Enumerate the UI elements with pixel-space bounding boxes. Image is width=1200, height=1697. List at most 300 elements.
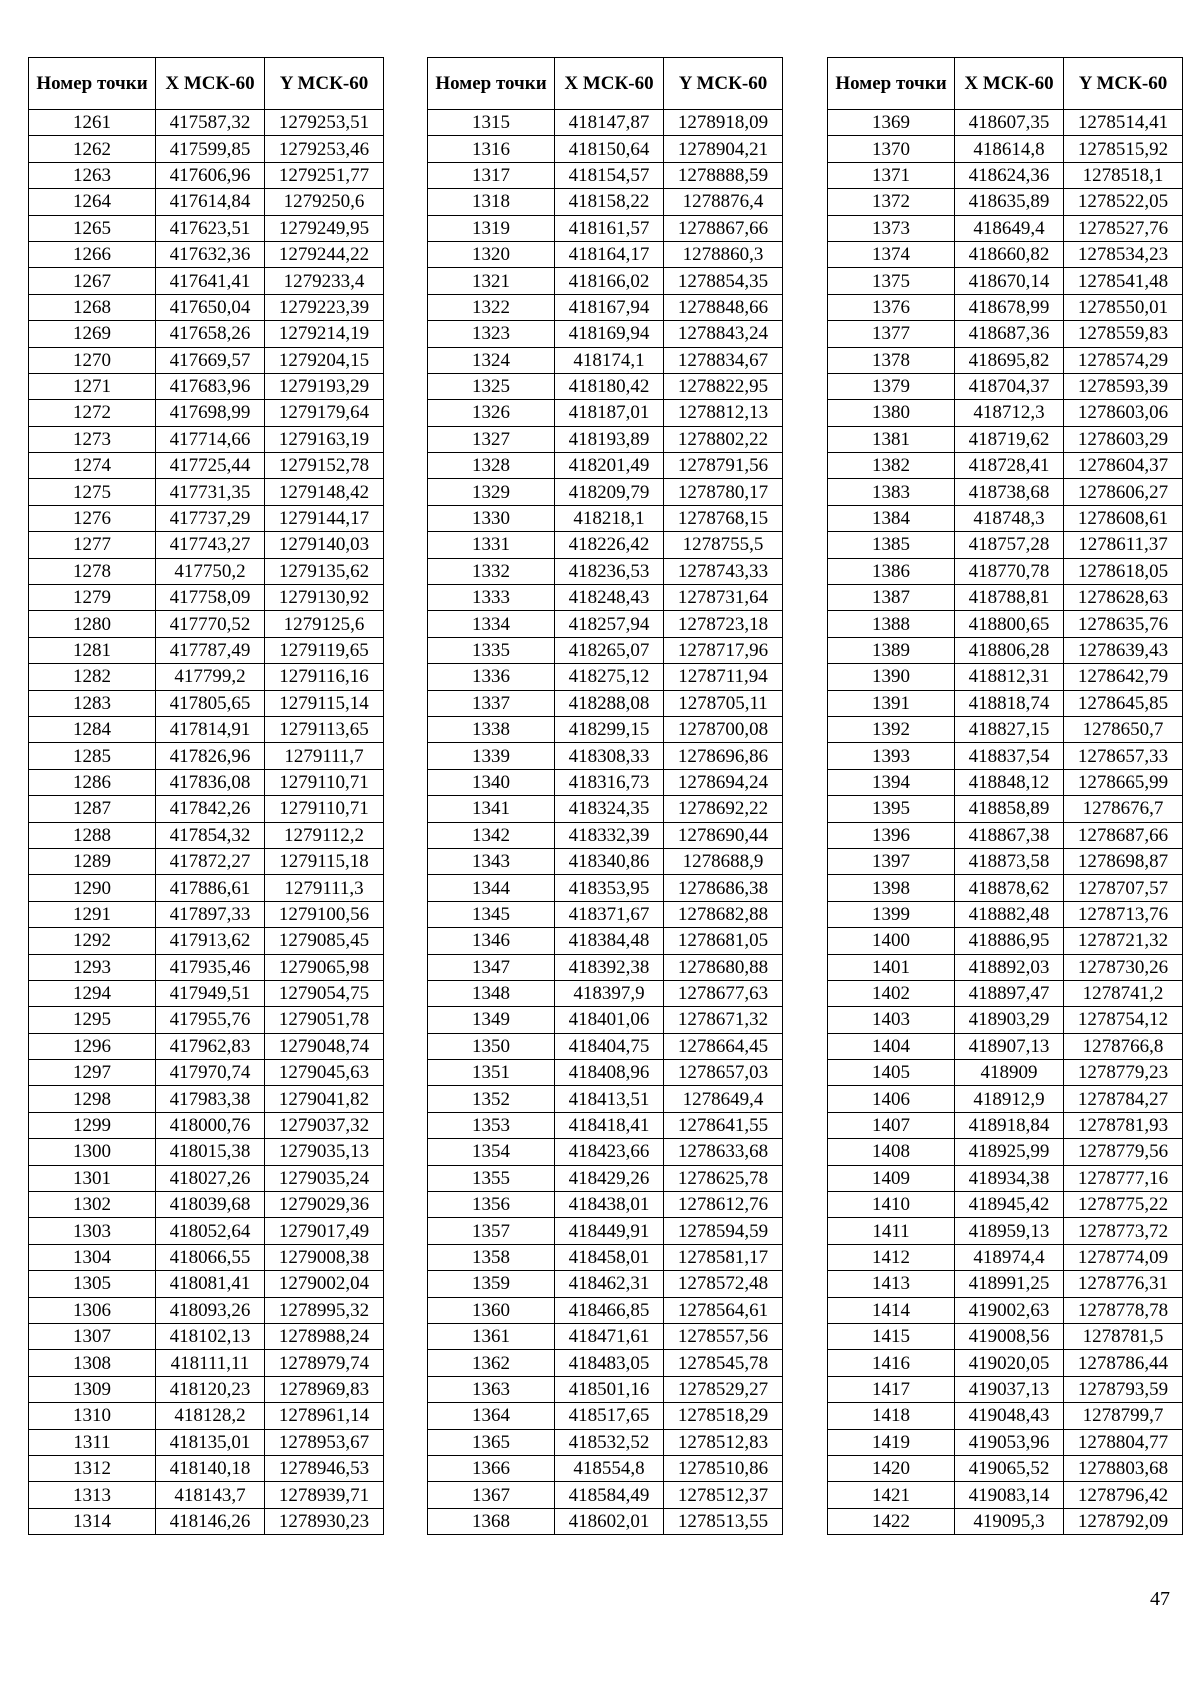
y-coordinate-cell: 1278635,76 [1064,611,1183,637]
table-row [428,716,783,742]
x-coordinate-cell: 418918,84 [955,1112,1064,1138]
x-coordinate-cell: 418128,2 [156,1403,265,1429]
x-coordinate-cell: 419020,05 [955,1350,1064,1376]
point-number-cell: 1303 [29,1218,156,1244]
x-coordinate-cell: 417683,96 [156,373,265,399]
y-coordinate-cell: 1279163,19 [265,426,384,452]
table-row [828,347,1183,373]
point-number-cell: 1276 [29,505,156,531]
x-coordinate-cell: 418226,42 [555,532,664,558]
x-coordinate-cell: 418340,86 [555,848,664,874]
point-number-cell: 1307 [29,1323,156,1349]
x-coordinate-cell: 419095,3 [955,1508,1064,1534]
y-coordinate-cell: 1278876,4 [664,189,783,215]
y-coordinate-cell: 1278664,45 [664,1033,783,1059]
y-coordinate-cell: 1279140,03 [265,532,384,558]
x-coordinate-cell: 417743,27 [156,532,265,558]
y-coordinate-cell: 1278995,32 [265,1297,384,1323]
y-coordinate-cell: 1279253,46 [265,136,384,162]
point-number-cell: 1330 [428,505,555,531]
y-coordinate-cell: 1278515,92 [1064,136,1183,162]
table-header-row [828,58,1183,110]
table-row [828,664,1183,690]
x-coordinate-cell: 418000,76 [156,1112,265,1138]
x-coordinate-cell: 417669,57 [156,347,265,373]
point-number-cell: 1350 [428,1033,555,1059]
point-number-cell: 1409 [828,1165,955,1191]
y-coordinate-cell: 1278649,4 [664,1086,783,1112]
point-number-cell: 1352 [428,1086,555,1112]
y-coordinate-cell: 1279119,65 [265,637,384,663]
point-number-cell: 1344 [428,875,555,901]
x-coordinate-cell: 418670,14 [955,268,1064,294]
table-row [828,1033,1183,1059]
x-coordinate-cell: 418624,36 [955,162,1064,188]
x-coordinate-cell: 418371,67 [555,901,664,927]
x-coordinate-cell: 417805,65 [156,690,265,716]
table-row [29,769,384,795]
point-number-cell: 1379 [828,373,955,399]
table-row [428,743,783,769]
y-coordinate-cell: 1278781,5 [1064,1323,1183,1349]
point-number-cell: 1351 [428,1060,555,1086]
table-row [828,743,1183,769]
table-row [29,505,384,531]
x-coordinate-cell: 418897,47 [955,980,1064,1006]
point-number-cell: 1414 [828,1297,955,1323]
point-number-cell: 1417 [828,1376,955,1402]
y-coordinate-cell: 1278618,05 [1064,558,1183,584]
x-coordinate-cell: 418027,26 [156,1165,265,1191]
point-number-cell: 1274 [29,453,156,479]
y-coordinate-cell: 1278979,74 [265,1350,384,1376]
x-coordinate-cell: 418324,35 [555,796,664,822]
x-coordinate-cell: 417698,99 [156,400,265,426]
point-number-cell: 1298 [29,1086,156,1112]
y-coordinate-cell: 1278904,21 [664,136,783,162]
table-row [428,1350,783,1376]
point-number-cell: 1318 [428,189,555,215]
table-row [29,1350,384,1376]
table-row [428,110,783,136]
point-number-cell: 1297 [29,1060,156,1086]
x-coordinate-cell: 418353,95 [555,875,664,901]
y-coordinate-cell: 1278529,27 [664,1376,783,1402]
point-number-cell: 1416 [828,1350,955,1376]
x-coordinate-cell: 419048,43 [955,1403,1064,1429]
table-row [828,1455,1183,1481]
y-coordinate-cell: 1278766,8 [1064,1033,1183,1059]
table-row [428,664,783,690]
y-coordinate-cell: 1278786,44 [1064,1350,1183,1376]
y-coordinate-cell: 1278792,09 [1064,1508,1183,1534]
y-coordinate-cell: 1278696,86 [664,743,783,769]
y-coordinate-cell: 1278522,05 [1064,189,1183,215]
y-coordinate-cell: 1278799,7 [1064,1403,1183,1429]
x-coordinate-cell: 418158,22 [555,189,664,215]
point-number-cell: 1376 [828,294,955,320]
table-row [428,1244,783,1270]
y-coordinate-cell: 1278518,1 [1064,162,1183,188]
table-row [29,1482,384,1508]
y-coordinate-cell: 1279115,18 [265,848,384,874]
x-coordinate-cell: 418120,23 [156,1376,265,1402]
table-row [29,980,384,1006]
point-number-cell: 1275 [29,479,156,505]
y-coordinate-cell: 1279110,71 [265,769,384,795]
x-coordinate-cell: 418332,39 [555,822,664,848]
y-coordinate-cell: 1278784,27 [1064,1086,1183,1112]
y-coordinate-cell: 1278755,5 [664,532,783,558]
point-number-cell: 1380 [828,400,955,426]
x-coordinate-cell: 419008,56 [955,1323,1064,1349]
x-coordinate-cell: 418164,17 [555,241,664,267]
x-coordinate-cell: 418257,94 [555,611,664,637]
point-number-cell: 1278 [29,558,156,584]
table-row [428,1192,783,1218]
table-row [29,1165,384,1191]
table-row [828,136,1183,162]
y-coordinate-cell: 1278681,05 [664,928,783,954]
y-coordinate-cell: 1278741,2 [1064,980,1183,1006]
x-coordinate-cell: 418878,62 [955,875,1064,901]
y-coordinate-cell: 1279116,16 [265,664,384,690]
x-coordinate-cell: 418397,9 [555,980,664,1006]
table-row [828,321,1183,347]
table-row [29,1192,384,1218]
point-number-cell: 1302 [29,1192,156,1218]
table-row [428,611,783,637]
table-body [29,110,384,1535]
x-coordinate-cell: 418201,49 [555,453,664,479]
y-coordinate-cell: 1279152,78 [265,453,384,479]
y-coordinate-cell: 1278611,37 [1064,532,1183,558]
table-row [828,1376,1183,1402]
table-row [29,928,384,954]
table-row [29,294,384,320]
point-number-cell: 1320 [428,241,555,267]
y-coordinate-cell: 1279125,6 [265,611,384,637]
table-row [29,1086,384,1112]
y-coordinate-cell: 1279051,78 [265,1007,384,1033]
table-row [428,532,783,558]
header-y-coordinate: Y МСК-60 [265,58,384,110]
table-row [29,954,384,980]
x-coordinate-cell: 417750,2 [156,558,265,584]
table-row [29,215,384,241]
coordinates-table-3 [827,57,1183,1535]
point-number-cell: 1280 [29,611,156,637]
point-number-cell: 1309 [29,1376,156,1402]
point-number-cell: 1287 [29,796,156,822]
table-row [828,611,1183,637]
x-coordinate-cell: 419065,52 [955,1455,1064,1481]
point-number-cell: 1306 [29,1297,156,1323]
table-row [828,189,1183,215]
table-row [828,716,1183,742]
y-coordinate-cell: 1279029,36 [265,1192,384,1218]
x-coordinate-cell: 417658,26 [156,321,265,347]
x-coordinate-cell: 418316,73 [555,769,664,795]
table-row [29,426,384,452]
table-row [428,241,783,267]
x-coordinate-cell: 418858,89 [955,796,1064,822]
table-row [828,1139,1183,1165]
y-coordinate-cell: 1278606,27 [1064,479,1183,505]
table-header-row [428,58,783,110]
table-row [428,585,783,611]
y-coordinate-cell: 1278791,56 [664,453,783,479]
x-coordinate-cell: 418827,15 [955,716,1064,742]
point-number-cell: 1341 [428,796,555,822]
x-coordinate-cell: 418607,35 [955,110,1064,136]
table-row [828,1297,1183,1323]
table-row [828,1060,1183,1086]
y-coordinate-cell: 1279193,29 [265,373,384,399]
x-coordinate-cell: 417842,26 [156,796,265,822]
y-coordinate-cell: 1278512,83 [664,1429,783,1455]
y-coordinate-cell: 1279035,24 [265,1165,384,1191]
point-number-cell: 1365 [428,1429,555,1455]
x-coordinate-cell: 418554,8 [555,1455,664,1481]
x-coordinate-cell: 418959,13 [955,1218,1064,1244]
table-row [828,1350,1183,1376]
table-row [29,822,384,848]
point-number-cell: 1398 [828,875,955,901]
point-number-cell: 1371 [828,162,955,188]
table-row [428,928,783,954]
table-row [29,1271,384,1297]
table-row [428,769,783,795]
x-coordinate-cell: 418169,94 [555,321,664,347]
point-number-cell: 1385 [828,532,955,558]
point-number-cell: 1310 [29,1403,156,1429]
y-coordinate-cell: 1278867,66 [664,215,783,241]
table-row [428,1323,783,1349]
y-coordinate-cell: 1278793,59 [1064,1376,1183,1402]
y-coordinate-cell: 1278988,24 [265,1323,384,1349]
table-row [29,1323,384,1349]
x-coordinate-cell: 418462,31 [555,1271,664,1297]
x-coordinate-cell: 417614,84 [156,189,265,215]
y-coordinate-cell: 1278698,87 [1064,848,1183,874]
y-coordinate-cell: 1279008,38 [265,1244,384,1270]
point-number-cell: 1272 [29,400,156,426]
point-number-cell: 1329 [428,479,555,505]
table-row [29,637,384,663]
point-number-cell: 1370 [828,136,955,162]
x-coordinate-cell: 418974,4 [955,1244,1064,1270]
y-coordinate-cell: 1279100,56 [265,901,384,927]
point-number-cell: 1386 [828,558,955,584]
y-coordinate-cell: 1278550,01 [1064,294,1183,320]
x-coordinate-cell: 418384,48 [555,928,664,954]
table-row [29,136,384,162]
point-number-cell: 1283 [29,690,156,716]
table-row [828,901,1183,927]
y-coordinate-cell: 1279054,75 [265,980,384,1006]
point-number-cell: 1294 [29,980,156,1006]
point-number-cell: 1356 [428,1192,555,1218]
x-coordinate-cell: 417897,33 [156,901,265,927]
table-row [428,1139,783,1165]
point-number-cell: 1299 [29,1112,156,1138]
x-coordinate-cell: 417650,04 [156,294,265,320]
x-coordinate-cell: 418093,26 [156,1297,265,1323]
y-coordinate-cell: 1279035,13 [265,1139,384,1165]
table-row [828,453,1183,479]
y-coordinate-cell: 1278939,71 [265,1482,384,1508]
point-number-cell: 1342 [428,822,555,848]
x-coordinate-cell: 418154,57 [555,162,664,188]
table-row [29,1218,384,1244]
table-row [428,373,783,399]
point-number-cell: 1369 [828,110,955,136]
point-number-cell: 1339 [428,743,555,769]
y-coordinate-cell: 1278773,72 [1064,1218,1183,1244]
table-row [828,110,1183,136]
x-coordinate-cell: 418404,75 [555,1033,664,1059]
y-coordinate-cell: 1279233,4 [265,268,384,294]
point-number-cell: 1355 [428,1165,555,1191]
x-coordinate-cell: 418695,82 [955,347,1064,373]
x-coordinate-cell: 417787,49 [156,637,265,663]
y-coordinate-cell: 1278559,83 [1064,321,1183,347]
y-coordinate-cell: 1279135,62 [265,558,384,584]
table-row [428,136,783,162]
x-coordinate-cell: 418848,12 [955,769,1064,795]
x-coordinate-cell: 418423,66 [555,1139,664,1165]
header-point-number: Номер точки [428,58,555,110]
table-row [828,1218,1183,1244]
y-coordinate-cell: 1278713,76 [1064,901,1183,927]
y-coordinate-cell: 1278593,39 [1064,373,1183,399]
point-number-cell: 1328 [428,453,555,479]
x-coordinate-cell: 418392,38 [555,954,664,980]
table-row [428,690,783,716]
table-row [428,294,783,320]
x-coordinate-cell: 418052,64 [156,1218,265,1244]
y-coordinate-cell: 1278512,37 [664,1482,783,1508]
y-coordinate-cell: 1278564,61 [664,1297,783,1323]
y-coordinate-cell: 1278677,63 [664,980,783,1006]
table-body [828,110,1183,1535]
point-number-cell: 1286 [29,769,156,795]
y-coordinate-cell: 1278774,09 [1064,1244,1183,1270]
y-coordinate-cell: 1278779,23 [1064,1060,1183,1086]
table-row [428,796,783,822]
table-row [828,1192,1183,1218]
y-coordinate-cell: 1279214,19 [265,321,384,347]
x-coordinate-cell: 417949,51 [156,980,265,1006]
x-coordinate-cell: 418882,48 [955,901,1064,927]
x-coordinate-cell: 418818,74 [955,690,1064,716]
point-number-cell: 1317 [428,162,555,188]
x-coordinate-cell: 417872,27 [156,848,265,874]
y-coordinate-cell: 1278514,41 [1064,110,1183,136]
x-coordinate-cell: 418909 [955,1060,1064,1086]
x-coordinate-cell: 417632,36 [156,241,265,267]
table-row [828,769,1183,795]
y-coordinate-cell: 1278946,53 [265,1455,384,1481]
point-number-cell: 1314 [29,1508,156,1534]
y-coordinate-cell: 1279037,32 [265,1112,384,1138]
point-number-cell: 1267 [29,268,156,294]
point-number-cell: 1357 [428,1218,555,1244]
point-number-cell: 1312 [29,1455,156,1481]
x-coordinate-cell: 418140,18 [156,1455,265,1481]
table-row [828,1086,1183,1112]
y-coordinate-cell: 1278625,78 [664,1165,783,1191]
x-coordinate-cell: 418925,99 [955,1139,1064,1165]
x-coordinate-cell: 418015,38 [156,1139,265,1165]
x-coordinate-cell: 417886,61 [156,875,265,901]
table-row [428,453,783,479]
table-row [828,479,1183,505]
table-row [428,505,783,531]
table-row [828,822,1183,848]
table-row [428,400,783,426]
x-coordinate-cell: 418449,91 [555,1218,664,1244]
y-coordinate-cell: 1279110,71 [265,796,384,822]
y-coordinate-cell: 1278775,22 [1064,1192,1183,1218]
x-coordinate-cell: 419083,14 [955,1482,1064,1508]
coordinates-table-2 [427,57,783,1535]
point-number-cell: 1265 [29,215,156,241]
y-coordinate-cell: 1278717,96 [664,637,783,663]
point-number-cell: 1419 [828,1429,955,1455]
table-row [29,1007,384,1033]
table-row [29,664,384,690]
y-coordinate-cell: 1278603,06 [1064,400,1183,426]
x-coordinate-cell: 418728,41 [955,453,1064,479]
table-row [828,1271,1183,1297]
point-number-cell: 1413 [828,1271,955,1297]
table-row [828,1007,1183,1033]
point-number-cell: 1422 [828,1508,955,1534]
y-coordinate-cell: 1278804,77 [1064,1429,1183,1455]
header-point-number: Номер точки [828,58,955,110]
x-coordinate-cell: 418903,29 [955,1007,1064,1033]
table-row [29,1429,384,1455]
point-number-cell: 1400 [828,928,955,954]
y-coordinate-cell: 1278534,23 [1064,241,1183,267]
x-coordinate-cell: 418501,16 [555,1376,664,1402]
x-coordinate-cell: 418438,01 [555,1192,664,1218]
point-number-cell: 1368 [428,1508,555,1534]
y-coordinate-cell: 1279048,74 [265,1033,384,1059]
point-number-cell: 1300 [29,1139,156,1165]
y-coordinate-cell: 1278918,09 [664,110,783,136]
table-row [29,848,384,874]
table-row [428,954,783,980]
y-coordinate-cell: 1278888,59 [664,162,783,188]
table-row [428,822,783,848]
y-coordinate-cell: 1279223,39 [265,294,384,320]
x-coordinate-cell: 418146,26 [156,1508,265,1534]
table-row [29,268,384,294]
x-coordinate-cell: 417814,91 [156,716,265,742]
point-number-cell: 1384 [828,505,955,531]
table-row [29,1376,384,1402]
y-coordinate-cell: 1278641,55 [664,1112,783,1138]
point-number-cell: 1383 [828,479,955,505]
y-coordinate-cell: 1278860,3 [664,241,783,267]
x-coordinate-cell: 418635,89 [955,189,1064,215]
x-coordinate-cell: 417826,96 [156,743,265,769]
x-coordinate-cell: 418187,01 [555,400,664,426]
x-coordinate-cell: 418147,87 [555,110,664,136]
